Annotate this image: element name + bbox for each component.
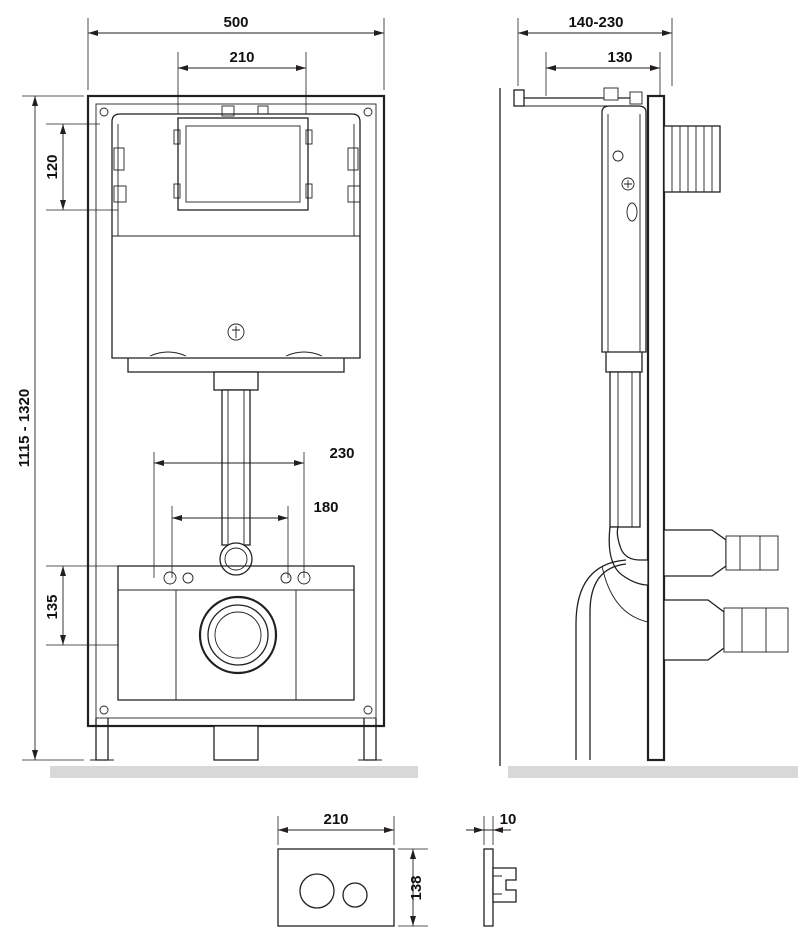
mount-hole-tl bbox=[100, 108, 108, 116]
side-top-bracket bbox=[604, 88, 618, 100]
cistern-base-side bbox=[606, 352, 642, 372]
mount-hole-bl bbox=[100, 706, 108, 714]
frame-post-side bbox=[648, 96, 664, 760]
dim-label-135: 135 bbox=[44, 594, 61, 620]
dim-label-plate-210: 210 bbox=[323, 811, 349, 828]
arrow-180-left bbox=[172, 515, 182, 521]
inspection-opening bbox=[178, 118, 308, 210]
flush-pipe-side bbox=[610, 372, 640, 527]
dim-label-plate-10: 10 bbox=[499, 811, 517, 828]
arrow-plate-210-left bbox=[278, 827, 288, 833]
arrow-height-top bbox=[32, 96, 38, 106]
side-fitting-3 bbox=[627, 203, 637, 221]
flush-button-large bbox=[300, 874, 334, 908]
dim-label-230: 230 bbox=[329, 445, 355, 462]
mount-hole-br bbox=[364, 706, 372, 714]
arrow-140-230-right bbox=[662, 30, 672, 36]
arrow-135-bottom bbox=[60, 635, 66, 645]
flush-plate-body bbox=[278, 849, 394, 926]
arrow-plate-138-top bbox=[410, 849, 416, 859]
arrow-210-left bbox=[178, 65, 188, 71]
connector-lower bbox=[664, 600, 724, 660]
arrow-230-right bbox=[294, 460, 304, 466]
bolt-hole-left-outer bbox=[164, 572, 176, 584]
dim-label-total-height: 1115 - 1320 bbox=[16, 388, 33, 468]
cistern-base bbox=[128, 358, 344, 372]
arrow-plate-210-right bbox=[384, 827, 394, 833]
dim-label-140-230: 140-230 bbox=[568, 14, 624, 31]
foot-right bbox=[364, 718, 376, 760]
mount-hole-tr bbox=[364, 108, 372, 116]
arrow-180-right bbox=[278, 515, 288, 521]
front-view bbox=[16, 14, 418, 778]
flush-pipe-collar bbox=[214, 372, 258, 390]
bolt-hole-left-inner bbox=[183, 573, 193, 583]
connector-lower-pipe bbox=[724, 608, 788, 652]
arrow-plate-10-left bbox=[474, 827, 484, 833]
arrow-130-left bbox=[546, 65, 556, 71]
arrow-135-top bbox=[60, 566, 66, 576]
dim-label-120: 120 bbox=[44, 154, 61, 180]
flush-pipe bbox=[222, 390, 250, 545]
flush-plate-front-view bbox=[278, 811, 428, 926]
flush-button-small bbox=[343, 883, 367, 907]
side-fitting-1 bbox=[613, 151, 623, 161]
dim-label-130: 130 bbox=[607, 49, 633, 66]
wall-anchor-plate bbox=[514, 90, 524, 106]
connector-upper bbox=[664, 530, 726, 576]
dim-label-500: 500 bbox=[223, 14, 249, 31]
connector-upper-pipe bbox=[726, 536, 778, 570]
floor-line-front bbox=[50, 766, 418, 778]
dim-label-180: 180 bbox=[313, 499, 339, 516]
flush-plate-side-view bbox=[466, 811, 516, 926]
arrow-plate-138-bottom bbox=[410, 916, 416, 926]
arrow-500-left bbox=[88, 30, 98, 36]
bolt-hole-right-inner bbox=[281, 573, 291, 583]
waste-outlet-outer bbox=[200, 597, 276, 673]
arrow-230-left bbox=[154, 460, 164, 466]
floor-line-side bbox=[508, 766, 798, 778]
arrow-500-right bbox=[374, 30, 384, 36]
waste-stub bbox=[214, 726, 258, 760]
dim-label-plate-138: 138 bbox=[408, 875, 425, 901]
arrow-height-bottom bbox=[32, 750, 38, 760]
arrow-120-top bbox=[60, 124, 66, 134]
arrow-140-230-left bbox=[518, 30, 528, 36]
cistern-profile-side bbox=[602, 106, 646, 352]
plate-side-mechanism bbox=[493, 868, 516, 902]
arrow-130-right bbox=[650, 65, 660, 71]
foot-left bbox=[96, 718, 108, 760]
opening-tab-right bbox=[258, 106, 268, 114]
soil-pipe-vertical bbox=[576, 612, 590, 760]
arrow-210-right bbox=[296, 65, 306, 71]
side-view bbox=[500, 14, 798, 778]
arrow-120-bottom bbox=[60, 200, 66, 210]
wall-anchor-clamp bbox=[630, 92, 642, 104]
plate-side-body bbox=[484, 849, 493, 926]
dim-label-210-front: 210 bbox=[229, 49, 255, 66]
